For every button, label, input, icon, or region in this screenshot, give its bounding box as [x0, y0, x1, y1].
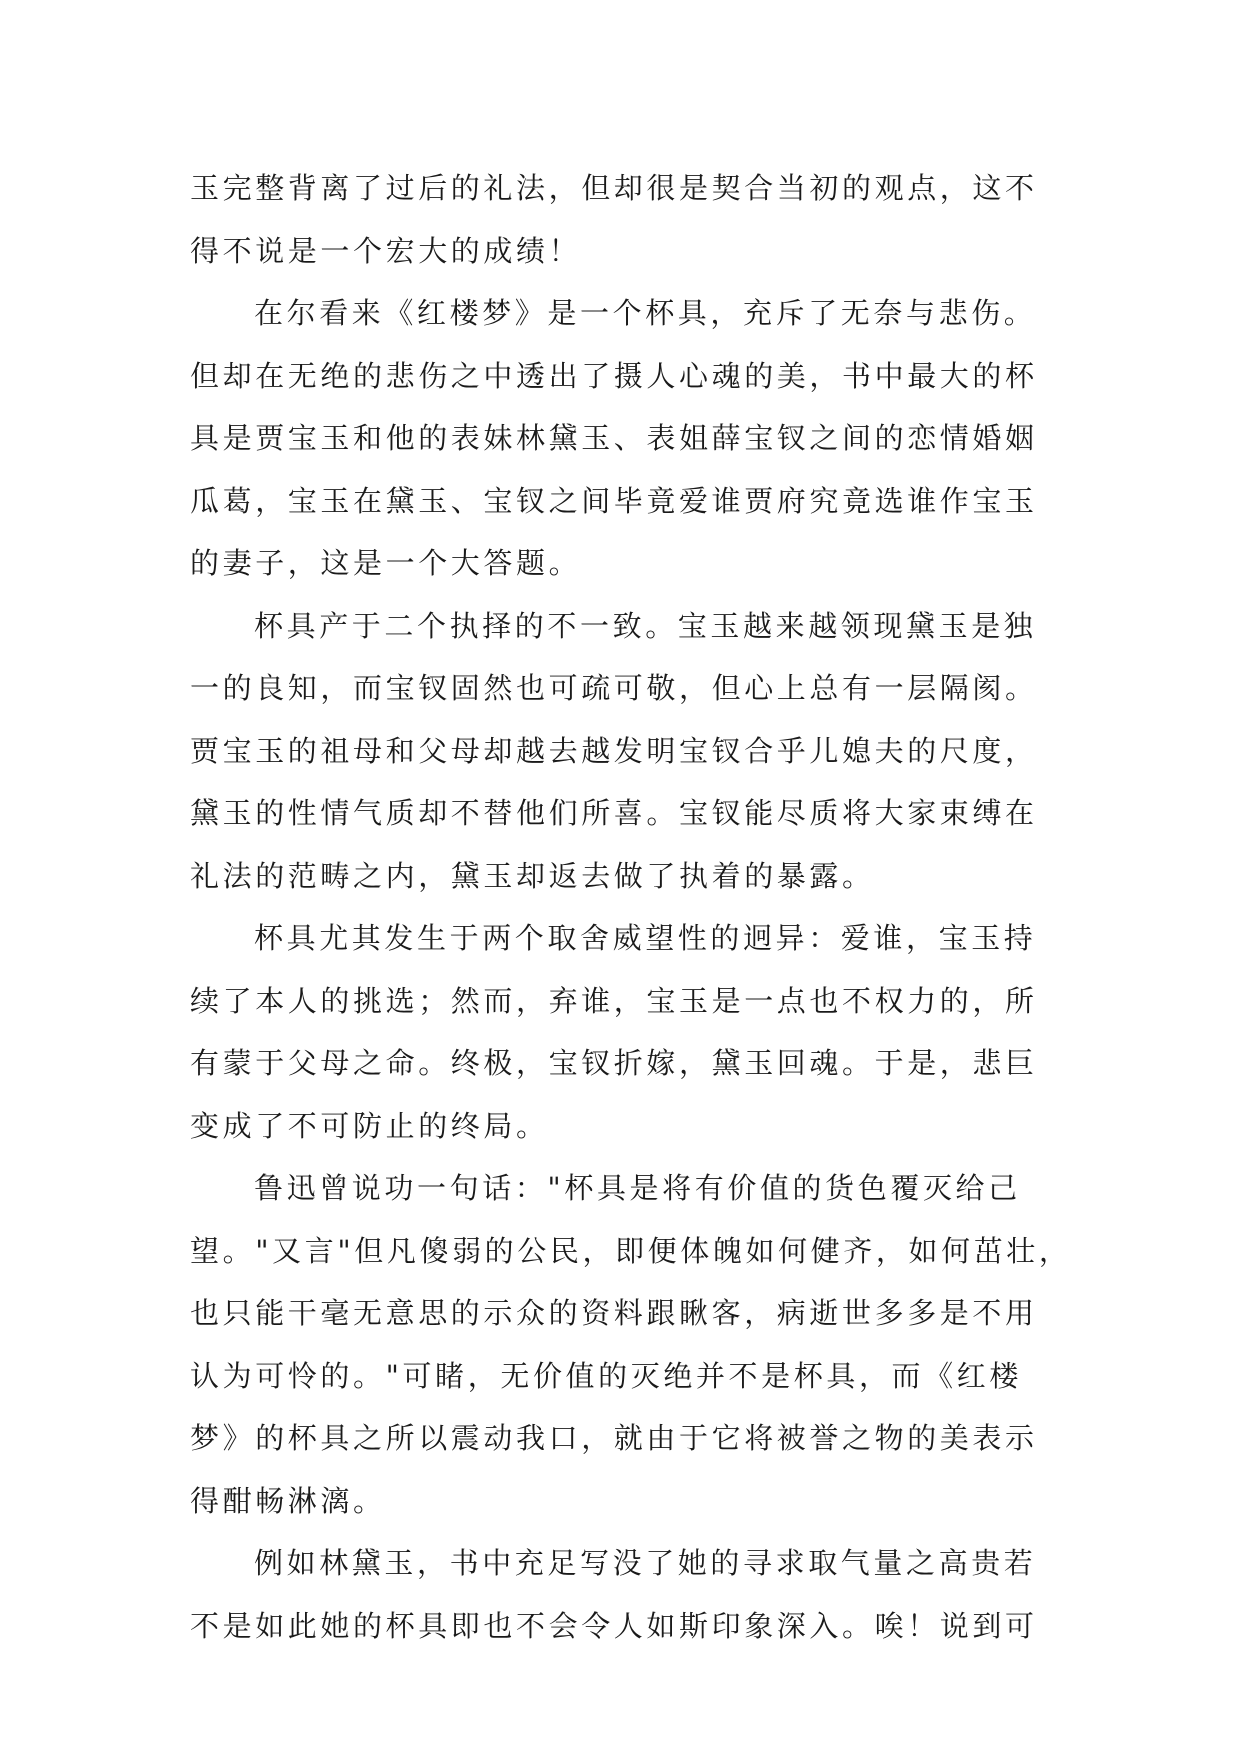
- text-line: 变成了不可防止的终局。: [190, 1108, 549, 1143]
- paragraph-first-line: 杯具尤其发生于两个取舍威望性的迥异：爱谁，宝玉持: [254, 921, 1037, 955]
- text-line: 望。"又言"但凡傻弱的公民，即便体魄如何健齐，如何茁壮，: [190, 1233, 1072, 1268]
- text-line: 的妻子，这是一个大答题。: [190, 546, 582, 580]
- text-line: 也只能干毫无意思的示众的资料跟瞅客，病逝世多多是不用: [190, 1296, 1038, 1330]
- text-line: 梦》的杯具之所以震动我口，就由于它将被誉之物的美表示: [190, 1421, 1038, 1455]
- text-line: 不是如此她的杯具即也不会令人如斯印象深入。唉！说到可: [190, 1608, 1038, 1643]
- paragraph-first-line: 鲁迅曾说功一句话："杯具是将有价值的货色覆灭给己: [254, 1171, 1021, 1205]
- text-line: 瓜葛，宝玉在黛玉、宝钗之间毕竟爱谁贾府究竟选谁作宝玉: [190, 483, 1038, 518]
- text-line: 认为可怜的。"可睹，无价值的灭绝并不是杯具，而《红楼: [190, 1358, 1022, 1393]
- text-line: 礼法的范畴之内，黛玉却返去做了执着的暴露。: [190, 858, 875, 893]
- paragraph-first-line: 杯具产于二个执择的不一致。宝玉越来越领现黛玉是独: [254, 608, 1037, 643]
- text-line: 具是贾宝玉和他的表妹林黛玉、表姐薛宝钗之间的恋情婚姻: [190, 421, 1038, 455]
- text-line: 贾宝玉的祖母和父母却越去越发明宝钗合乎儿媳夫的尺度，: [190, 733, 1038, 768]
- text-line: 得不说是一个宏大的成绩！: [190, 233, 582, 268]
- text-line: 但却在无绝的悲伤之中透出了摄人心魂的美，书中最大的杯: [190, 358, 1038, 393]
- body-text: [190, 157, 1070, 1657]
- text-line: 续了本人的挑选；然而，弃谁，宝玉是一点也不权力的，所: [190, 983, 1038, 1018]
- paragraph-first-line: 例如林黛玉，书中充足写没了她的寻求取气量之高贵若: [254, 1546, 1037, 1580]
- paragraph-first-line: 在尔看来《红楼梦》是一个杯具，充斥了无奈与悲伤。: [254, 296, 1037, 330]
- text-line: 玉完整背离了过后的礼法，但却很是契合当初的观点，这不: [190, 171, 1038, 205]
- text-line: 黛玉的性情气质却不替他们所喜。宝钗能尽质将大家束缚在: [190, 796, 1038, 830]
- text-line: 得酣畅淋漓。: [190, 1483, 386, 1518]
- text-line: 一的良知，而宝钗固然也可疏可敬，但心上总有一层隔阂。: [190, 671, 1038, 705]
- text-line: 有蒙于父母之命。终极，宝钗折嫁，黛玉回魂。于是，悲巨: [190, 1046, 1038, 1080]
